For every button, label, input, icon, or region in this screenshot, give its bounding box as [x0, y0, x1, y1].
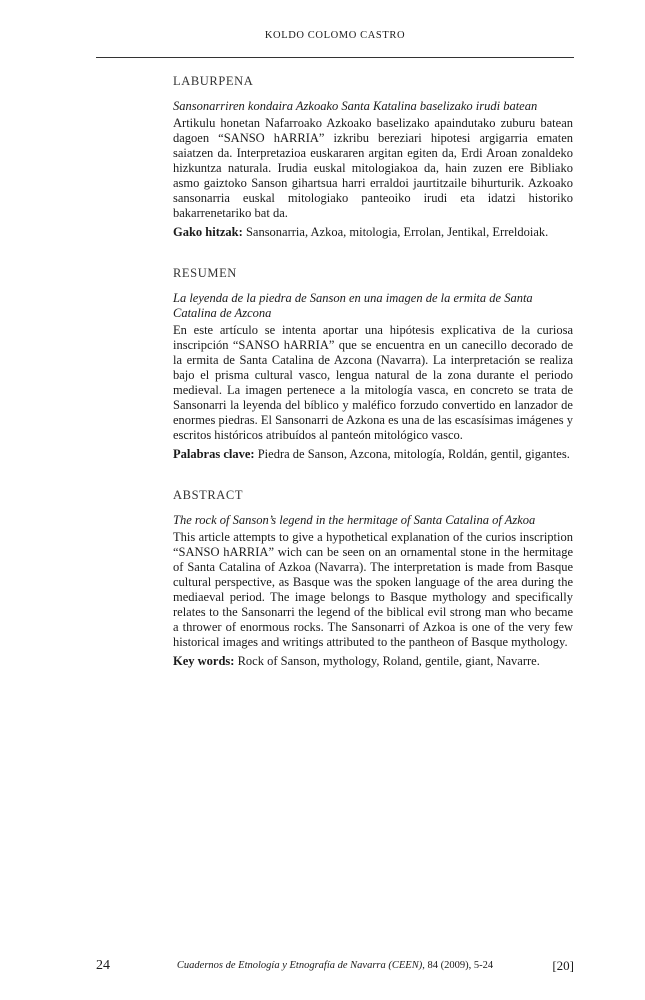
- keywords-label: Gako hitzak:: [173, 225, 243, 239]
- running-head: KOLDO COLOMO CASTRO: [264, 30, 406, 41]
- section-heading: ABSTRACT: [173, 488, 244, 502]
- journal-title: Cuadernos de Etnología y Etnografía de Navarra (CEEN): [176, 960, 423, 971]
- keywords-text: Piedra de Sanson, Azcona, mitología, Roldán, gentil, gigantes.: [254, 447, 570, 461]
- keywords-line: [173, 447, 573, 462]
- article-content: [173, 74, 573, 669]
- section-resumen: [173, 266, 573, 462]
- header-rule: [96, 57, 574, 58]
- keywords-text: Sansonarria, Azkoa, mitologia, Errolan, Jentikal, Erreldoiak.: [242, 225, 549, 239]
- journal-issue: , 84 (2009), 5-24: [422, 960, 494, 971]
- section-title: La leyenda de la piedra de Sanson en una imagen de la ermita de Santa Catalina de Azcona: [173, 291, 533, 320]
- page-number: 24: [96, 958, 110, 973]
- section-body: This article attempts to give a hypothetical explanation of the curios inscription “SANSO hARRIA” wich can be seen on an ornamental stone in the hermitage of Santa Catalina of Azkoa (Navarra). The interpretation is made from Basque cultural perspective, as Basque was the spoken language of the area during the mediaeval period. The image belongs to Basque mythology and specifically relates to the Sansonarri the legend of the biblical evil strong man who became a thrower of enormous rocks. The Sansonarri of Azkoa is one of the very few historical images and writings attributed to the pantheon of Basque mythology.: [173, 530, 573, 649]
- section-abstract: [173, 488, 573, 669]
- section-body: Artikulu honetan Nafarroako Azkoako baselizako apaindutako zuburu batean dagoen “SANSO hARRIA” izkribu bereziari hipotesi argigarria ematen saiatzen da. Interpretazioa euskararen argitan egiten da, Erdi Aroan zonaldeko hizkuntza naturala. Irudia euskal mitologiakoa da, hain zuzen ere Bibliako asmo gaiztoko Sanson gihartsua harri erraldoi jaurtitzaile bihurturik. Azkoako sansonarria euskal mitologiako panteoiko irudi eta idatzi historiko bakarrenetariko bat da.: [173, 116, 573, 220]
- section-laburpena: [173, 74, 573, 240]
- section-title: Sansonarriren kondaira Azkoako Santa Katalina baselizako irudi batean: [173, 99, 538, 113]
- keywords-line: [173, 225, 573, 240]
- section-heading: LABURPENA: [173, 74, 254, 88]
- keywords-text: Rock of Sanson, mythology, Roland, gentile, giant, Navarre.: [234, 654, 540, 668]
- section-heading: RESUMEN: [173, 266, 237, 280]
- journal-citation: [96, 960, 574, 971]
- section-body: En este artículo se intenta aportar una hipótesis explicativa de la curiosa inscripción “SANSO hARRIA” que se encuentra en un canecillo decorado de la ermita de Santa Catalina de Azcona (Navarra). La interpretación se realiza bajo el prisma cultural vasco, lengua natural de la zona durante el periodo medieval. La imagen pertenece a la mitología vasca, en concreto se trata de Sansonarri la leyenda del bíblico y maléfico forzudo convertido en lanzador de enormes piedras. El Sansonarri de Azkona es una de las escasísimas imágenes y escritos históricos atribuídos al panteón mitológico vasco.: [173, 323, 573, 442]
- bracketed-page-number: [20]: [552, 958, 574, 973]
- keywords-label: Key words:: [173, 654, 235, 668]
- keywords-label: Palabras clave:: [173, 447, 255, 461]
- section-title: The rock of Sanson’s legend in the hermitage of Santa Catalina of Azkoa: [173, 513, 536, 527]
- keywords-line: [173, 654, 573, 669]
